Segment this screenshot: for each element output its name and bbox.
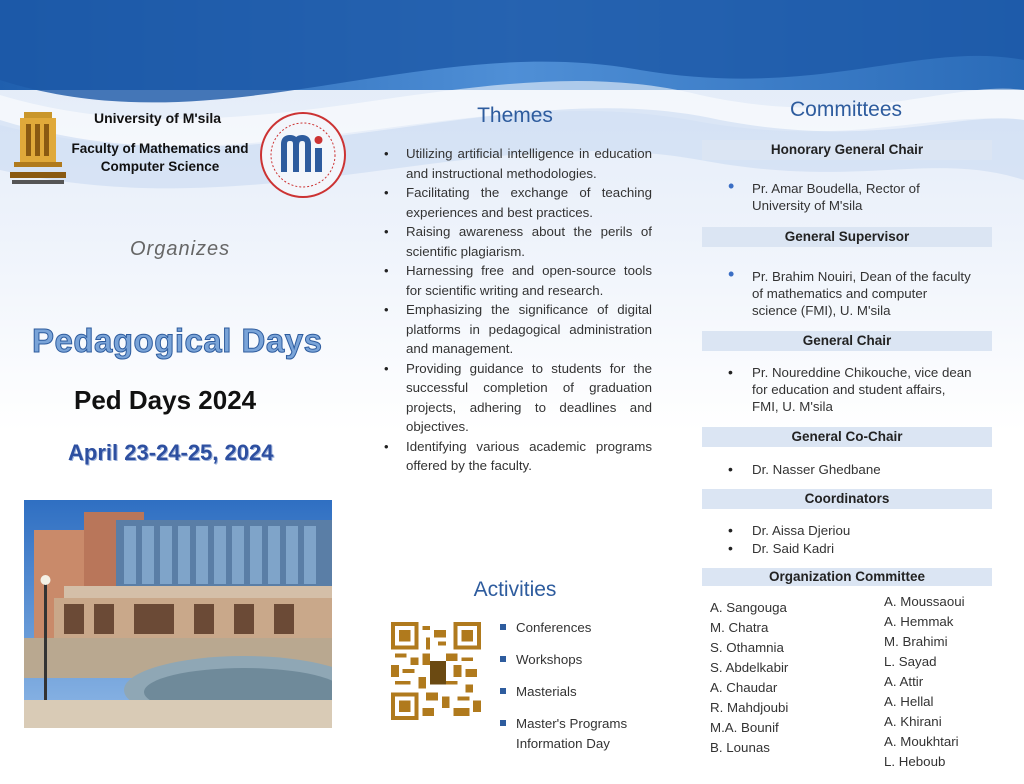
organization-committee-column-2 (884, 592, 965, 772)
honorary-chair-name: Pr. Amar Boudella, Rector of University of M'sila (752, 181, 920, 213)
bullet-icon: • (728, 540, 733, 556)
committee-member: A. Moussaoui (884, 594, 965, 609)
organizes-label: Organizes (130, 238, 231, 260)
general-cochair-name: Dr. Nasser Ghedbane (752, 462, 881, 477)
theme-item: • Utilizing artificial intelligence in education and instructional methodologies. (384, 144, 652, 183)
faculty-building-photo (24, 500, 332, 728)
university-logo (10, 110, 66, 188)
coordinator-entry (724, 540, 974, 557)
theme-item: • Emphasizing the significance of digital platforms in pedagogical administration and management. (384, 300, 652, 359)
committee-member: B. Lounas (710, 740, 770, 755)
activity-item: Workshops (500, 650, 660, 670)
left-panel (0, 100, 350, 784)
general-chair-entry (724, 364, 974, 415)
coordinator-name: Dr. Aissa Djeriou (752, 523, 851, 538)
honorary-chair-entry (724, 176, 974, 214)
themes-list (384, 144, 652, 476)
event-subtitle: Ped Days 2024 (74, 385, 257, 415)
committees-heading: Committees (789, 98, 903, 121)
organization-committee-column-1 (710, 598, 788, 758)
event-title: Pedagogical Days (32, 322, 323, 359)
committee-member: R. Mahdjoubi (710, 700, 789, 715)
coordinators-bar: Coordinators (702, 489, 992, 509)
activity-item: Masterials (500, 682, 660, 702)
theme-item: • Identifying various academic programs offered by the faculty. (384, 437, 652, 476)
committee-member: A. Hemmak (884, 614, 954, 629)
committee-member: A. Sangouga (710, 600, 787, 615)
university-name: University of M'sila (94, 110, 222, 126)
activities-heading: Activities (473, 578, 557, 601)
committee-member: A. Attir (884, 674, 924, 689)
faculty-name: Faculty of Mathematics and Computer Science (71, 141, 249, 174)
committee-member: S. Othamnia (710, 640, 784, 655)
general-supervisor-name: Pr. Brahim Nouiri, Dean of the faculty of mathematics and computer science (FMI), U. M'sila (752, 269, 971, 318)
committee-member: S. Abdelkabir (710, 660, 789, 675)
middle-panel (370, 100, 660, 784)
themes-heading: Themes (477, 104, 553, 127)
coordinator-name: Dr. Said Kadri (752, 541, 835, 556)
theme-item: • Providing guidance to students for the successful completion of graduation projects, adhering to deadlines and objectives. (384, 359, 652, 437)
coordinator-entry (724, 522, 974, 539)
activity-item: Master's Programs Information Day (500, 714, 660, 754)
bullet-icon: • (728, 461, 733, 477)
event-dates: April 23-24-25, 2024 (68, 440, 274, 465)
committee-member: A. Hellal (884, 694, 934, 709)
general-chair-name: Pr. Noureddine Chikouche, vice dean for education and student affairs, FMI, U. M'sila (752, 365, 972, 414)
organization-committee-bar: Organization Committee (702, 568, 992, 586)
qr-code (390, 622, 482, 720)
general-cochair-entry (724, 461, 974, 478)
theme-item: • Harnessing free and open-source tools for scientific writing and research. (384, 261, 652, 300)
general-supervisor-entry (724, 264, 974, 319)
theme-item: • Facilitating the exchange of teaching experiences and best practices. (384, 183, 652, 222)
right-panel (700, 100, 1000, 784)
general-cochair-bar: General Co-Chair (702, 427, 992, 447)
committee-member: M. Chatra (710, 620, 769, 635)
general-chair-bar: General Chair (702, 331, 992, 351)
committee-member: L. Sayad (884, 654, 937, 669)
committee-member: A. Khirani (884, 714, 942, 729)
activities-list (500, 618, 660, 766)
committee-member: A. Chaudar (710, 680, 778, 695)
bullet-icon: • (728, 522, 733, 538)
committee-member: A. Moukhtari (884, 734, 959, 749)
honorary-chair-bar: Honorary General Chair (702, 140, 992, 160)
general-supervisor-bar: General Supervisor (702, 227, 992, 247)
faculty-logo (258, 110, 348, 200)
committee-member: L. Heboub (884, 754, 946, 769)
committee-member: M. Brahimi (884, 634, 948, 649)
bullet-icon: • (728, 176, 735, 196)
theme-item: • Raising awareness about the perils of scientific plagiarism. (384, 222, 652, 261)
activity-item: Conferences (500, 618, 660, 638)
bullet-icon: • (728, 364, 733, 380)
committee-member: M.A. Bounif (710, 720, 779, 735)
bullet-icon: • (728, 264, 735, 284)
